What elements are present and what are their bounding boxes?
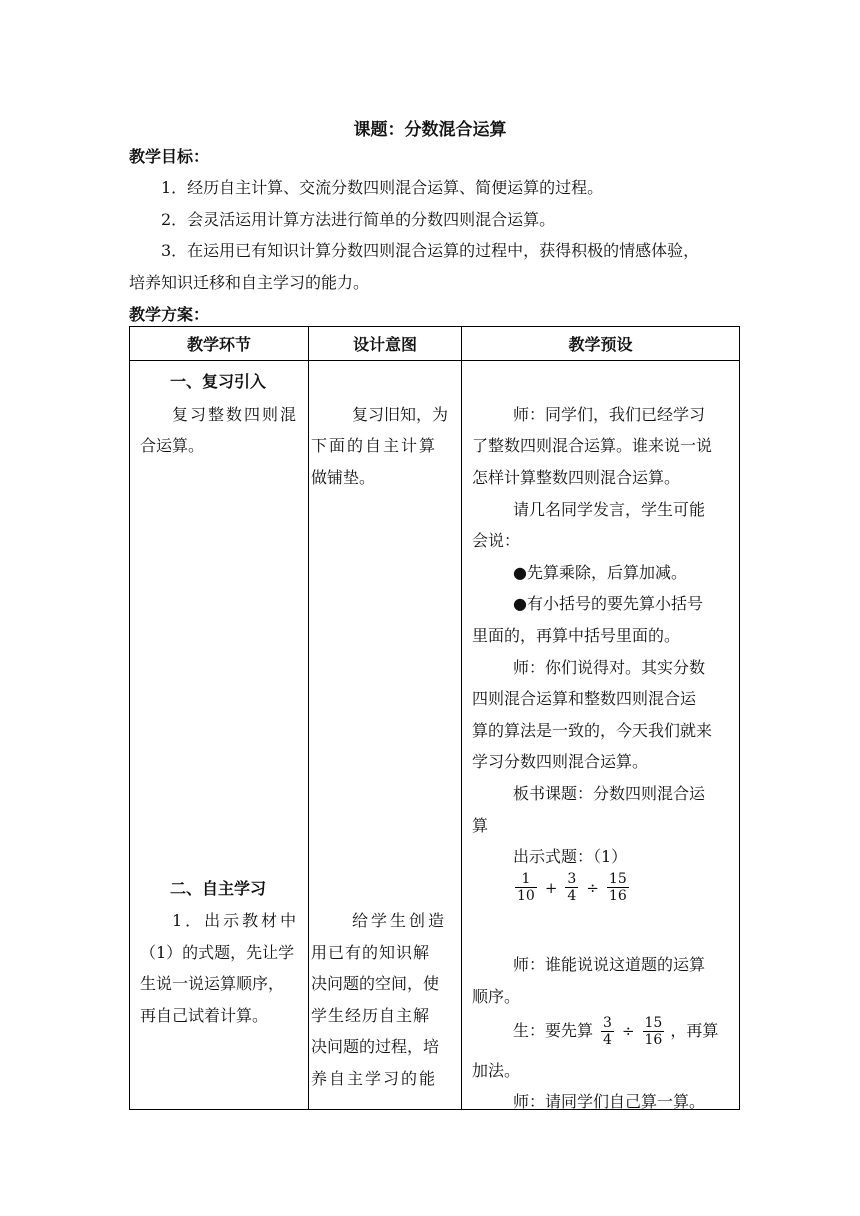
section-review-title: 一、复习引入 [170, 372, 267, 391]
table-header-row [130, 327, 740, 361]
stage-text: 复习整数四则混 [172, 405, 299, 424]
objective-2: 2．会灵活运用计算方法进行简单的分数四则混合运算。 [161, 210, 556, 229]
intent-text: 给学生创造 [352, 911, 448, 930]
intent-cell [309, 361, 462, 1110]
stage-text: 再自己试着计算。 [140, 1006, 269, 1025]
preset-text: 板书课题：分数四则混合运 [513, 784, 706, 803]
preset-text: 了整数四则混合运算。谁来说一说 [472, 436, 713, 455]
intent-text: 养自主学习的能 [311, 1069, 438, 1088]
objective-3: 3．在运用已有知识计算分数四则混合运算的过程中，获得积极的情感体验， [161, 241, 700, 260]
stage-cell [130, 361, 309, 1110]
preset-text: 顺序。 [472, 987, 521, 1006]
student-answer [513, 1013, 718, 1049]
numerator: 15 [608, 871, 627, 887]
denominator: 16 [608, 888, 627, 904]
preset-text: 里面的，再算中括号里面的。 [472, 626, 681, 645]
objective-3-cont: 培养知识迁移和自主学习的能力。 [129, 273, 370, 292]
section-self-study-title: 二、自主学习 [170, 879, 267, 898]
intent-text: 决问题的过程，培 [311, 1037, 440, 1056]
preset-text: 出示式题：（1） [513, 847, 628, 866]
stage-text: 生说一说运算顺序， [140, 974, 285, 993]
teaching-plan-table [129, 326, 740, 1110]
preset-cell [462, 361, 740, 1110]
stage-text: （1）的式题，先让学 [140, 943, 295, 962]
denominator: 4 [567, 888, 577, 904]
preset-text: ●先算乘除，后算加减。 [513, 563, 687, 582]
objective-1: 1．经历自主计算、交流分数四则混合运算、简便运算的过程。 [161, 178, 604, 197]
student-answer-prefix: 生：要先算 [513, 1021, 594, 1040]
denominator: 10 [517, 888, 535, 904]
numerator: 1 [521, 871, 531, 887]
fraction [565, 871, 578, 904]
denominator: 16 [644, 1031, 663, 1048]
intent-text: 做铺垫。 [311, 468, 376, 487]
preset-text: 师：同学们，我们已经学习 [513, 405, 706, 424]
objectives-heading: 教学目标： [129, 147, 210, 166]
intent-text: 复习旧知，为 [352, 405, 449, 424]
table-row [130, 361, 740, 1110]
page-title: 课题：分数混合运算 [353, 120, 507, 140]
preset-text: 算的算法是一致的，今天我们就来 [472, 721, 713, 740]
fraction [515, 871, 537, 904]
fraction [607, 871, 629, 904]
fraction [643, 1015, 665, 1048]
stage-text: 1．出示教材中 [172, 911, 300, 930]
numerator: 3 [603, 1014, 612, 1031]
denominator: 4 [603, 1031, 612, 1048]
column-header-intent: 设计意图 [309, 327, 462, 361]
preset-text: 师：谁能说说这道题的运算 [513, 955, 706, 974]
preset-text: ●有小括号的要先算小括号 [513, 594, 703, 613]
preset-text: 学习分数四则混合运算。 [472, 752, 649, 771]
fraction [601, 1015, 614, 1048]
preset-text: 怎样计算整数四则混合运算。 [472, 468, 681, 487]
column-header-preset: 教学预设 [462, 327, 740, 361]
numerator: 15 [644, 1014, 663, 1031]
intent-text: 下面的自主计算 [311, 436, 438, 455]
operator: ÷ [586, 878, 599, 897]
operator: + [544, 878, 558, 897]
plan-heading: 教学方案： [129, 305, 210, 324]
preset-text: 师：请同学们自己算一算。 [513, 1092, 706, 1111]
intent-text: 决问题的空间，使 [311, 974, 440, 993]
preset-text: 加法。 [472, 1061, 521, 1080]
column-header-stage: 教学环节 [130, 327, 309, 361]
numerator: 3 [567, 871, 577, 887]
preset-text: 算 [472, 816, 489, 835]
intent-text: 学生经历自主解 [311, 1006, 431, 1025]
preset-text: 会说： [472, 531, 521, 550]
intent-text: 用已有的知识解 [311, 943, 431, 962]
preset-text: 四则混合运算和整数四则混合运 [472, 689, 697, 708]
math-expression [513, 871, 631, 904]
stage-text: 合运算。 [140, 436, 205, 455]
student-answer-suffix: ，再算 [670, 1021, 719, 1040]
preset-text: 请几名同学发言，学生可能 [513, 500, 706, 519]
preset-text: 师：你们说得对。其实分数 [513, 658, 706, 677]
operator: ÷ [621, 1022, 635, 1040]
